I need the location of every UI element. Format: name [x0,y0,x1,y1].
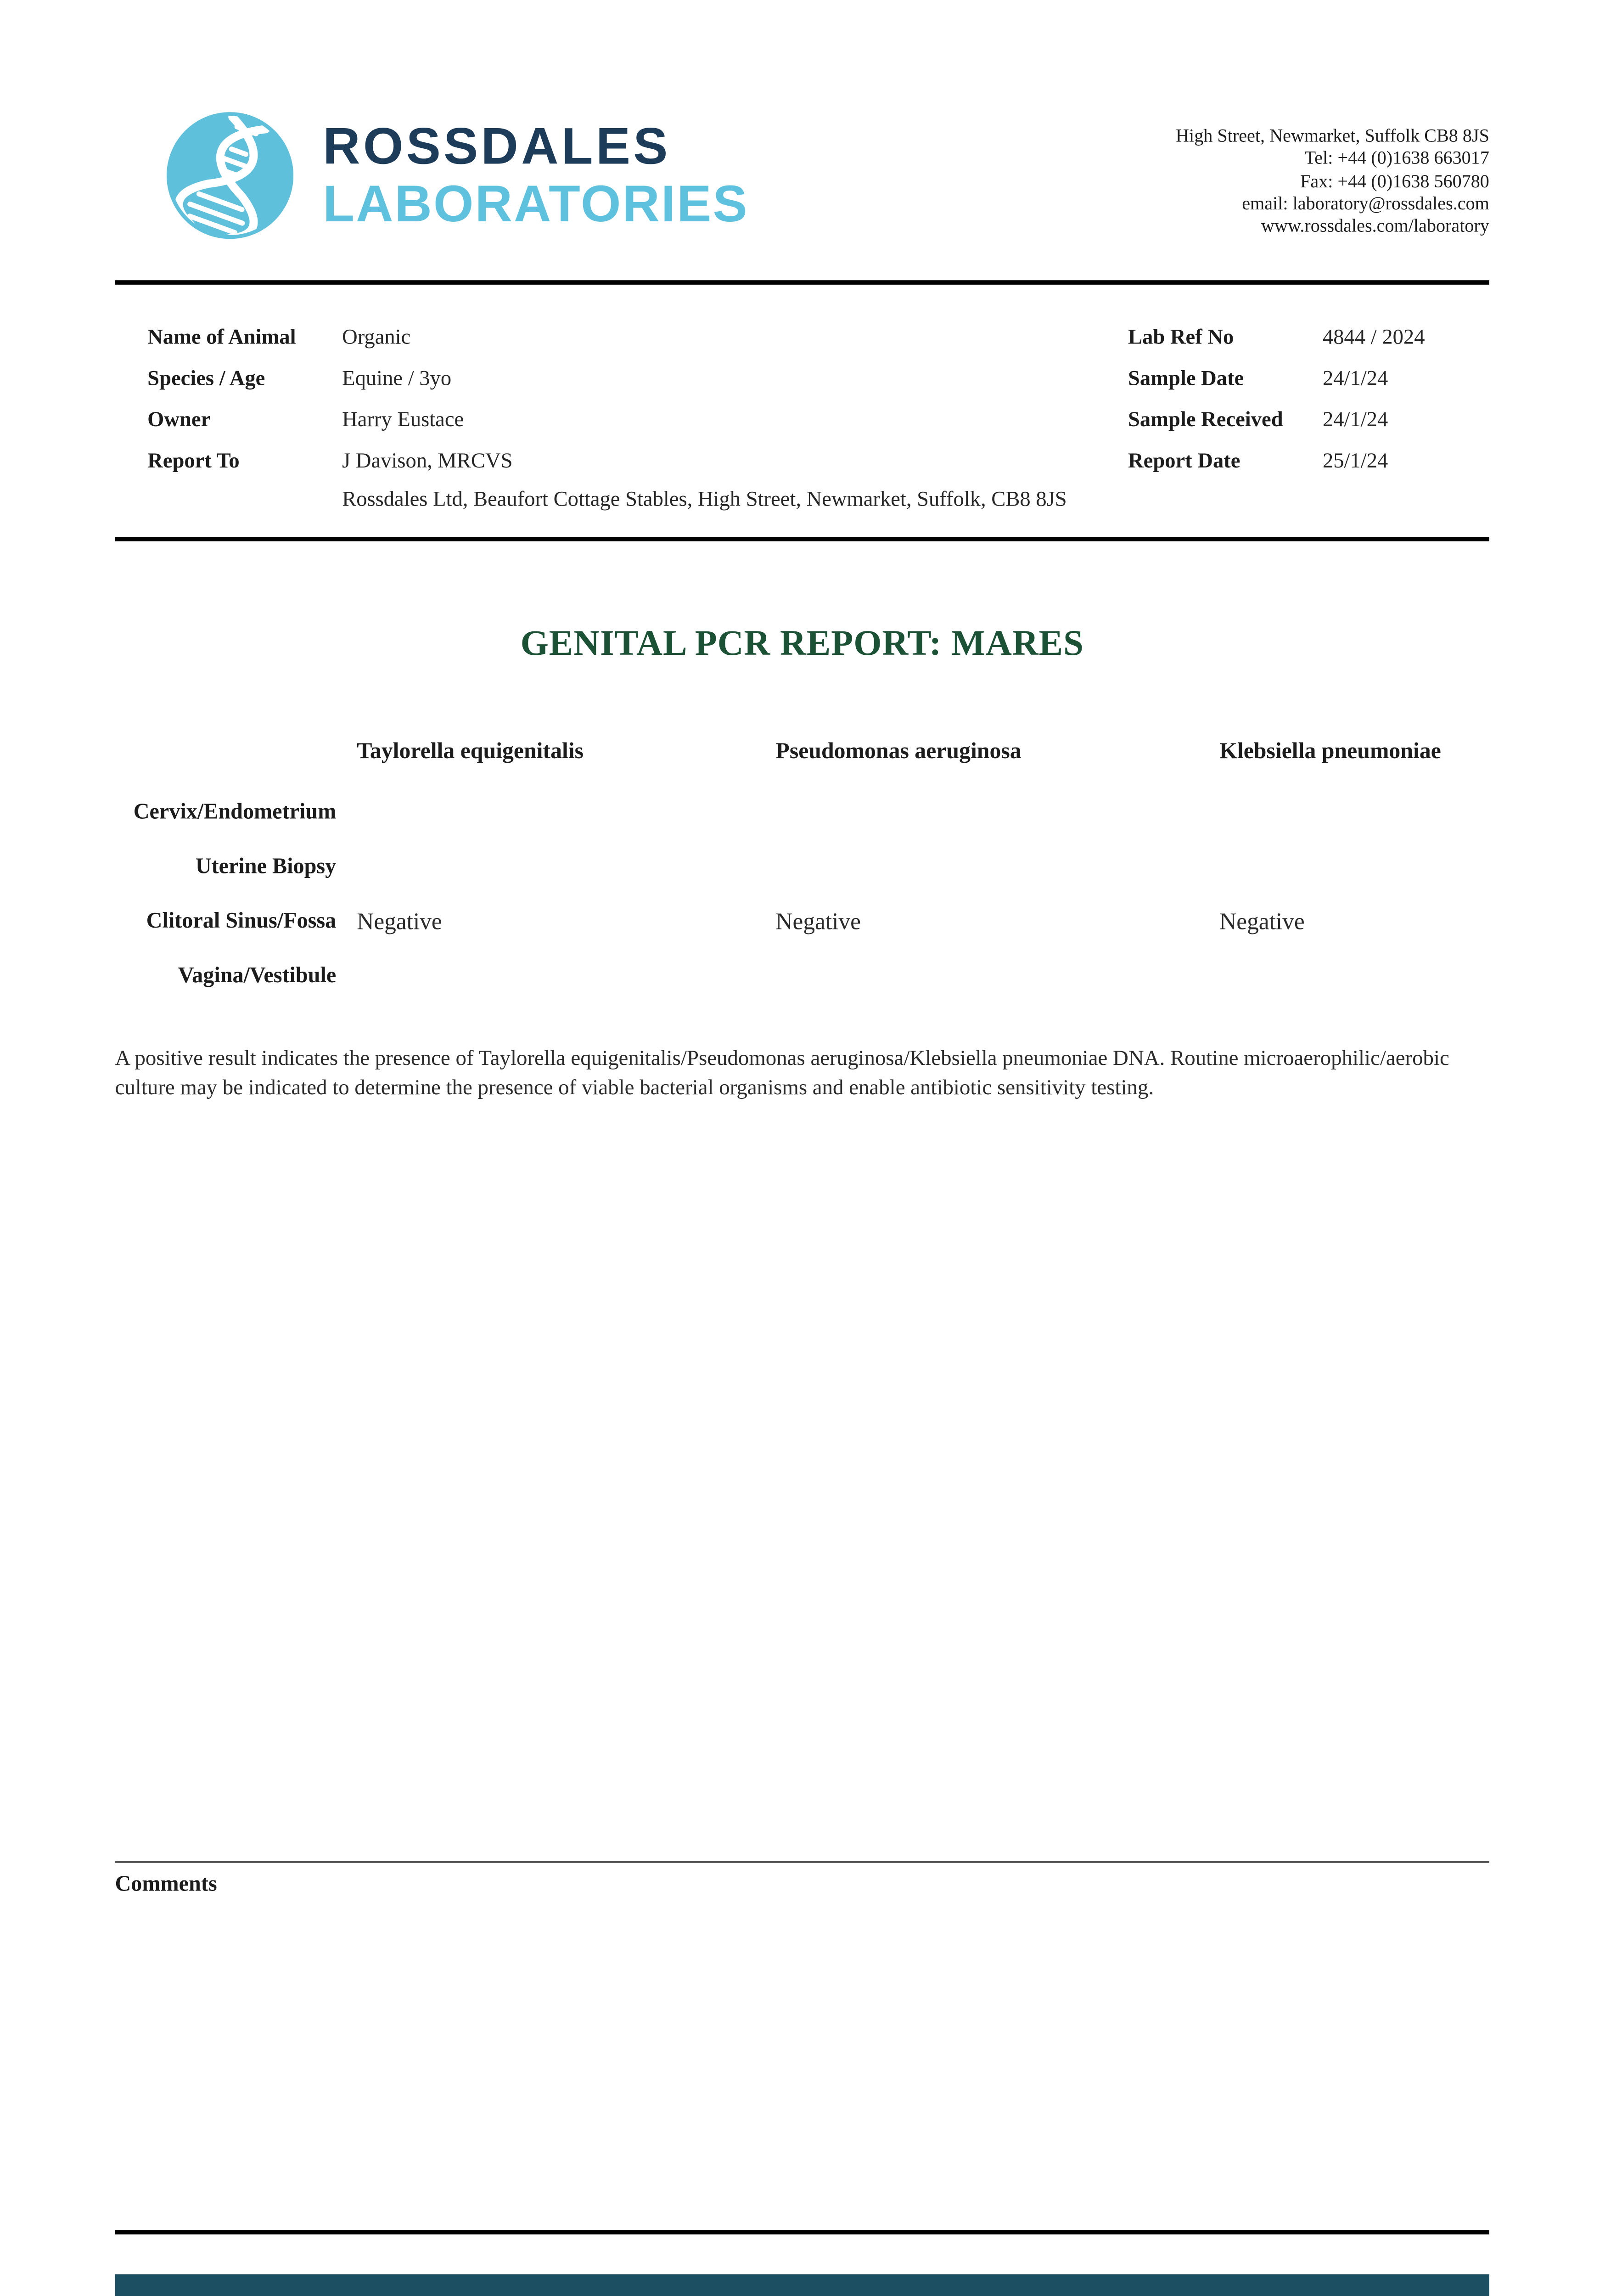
address-line: High Street, Newmarket, Suffolk CB8 8JS [1176,125,1489,146]
result-value: Negative [357,910,442,935]
result-cell-empty [1219,841,1489,895]
case-info-left [147,317,1128,519]
info-row [147,482,1128,519]
column-header: Pseudomonas aeruginosa [775,739,1021,764]
info-row [1128,317,1489,359]
address-line: Tel: +44 (0)1638 663017 [1304,148,1489,169]
footer-divider [115,2230,1489,2234]
header-divider [115,280,1489,285]
info-label: Name of Animal [147,326,296,350]
lab-address [1176,112,1489,238]
info-value: 24/1/24 [1322,367,1388,391]
info-label-empty [147,482,342,519]
comments-section [115,1861,1489,1898]
brand-name [323,118,749,233]
info-label: Species / Age [147,367,265,391]
result-cell-empty [357,841,775,895]
info-row [147,400,1128,441]
info-value: 25/1/24 [1322,450,1388,473]
row-label: Clitoral Sinus/Fossa [146,910,337,934]
info-value: 24/1/24 [1322,408,1388,433]
report-header [0,0,1622,239]
info-row [147,441,1128,482]
results-table [118,733,1489,1004]
brand [167,112,749,239]
result-cell-empty [775,950,1219,1004]
info-row [147,358,1128,400]
info-divider [115,537,1489,541]
result-cell-empty [357,786,775,841]
report-title: GENITAL PCR REPORT: MARES [520,624,1084,664]
row-label: Vagina/Vestibule [178,964,337,988]
info-label: Sample Received [1128,408,1283,433]
brand-line1: ROSSDALES [323,118,671,176]
result-cell-empty [1219,950,1489,1004]
case-info-right [1128,317,1489,519]
info-value: 4844 / 2024 [1322,326,1425,350]
result-cell-empty [1219,786,1489,841]
row-label: Uterine Biopsy [195,855,337,879]
result-note: A positive result indicates the presence of Taylorella equigenitalis/Pseudomonas aeruginosa/Klebsiella pneumoniae DNA. Routine microaerophilic/aerobic culture may be indicated to determine the presence of viable bacterial organisms and enable antibiotic sensitivity testing. [115,1047,1449,1100]
info-value: Organic [342,326,411,350]
address-line: email: laboratory@rossdales.com [1242,193,1489,214]
result-cell-empty [775,786,1219,841]
row-label: Cervix/Endometrium [133,801,337,825]
info-value: Harry Eustace [342,408,464,433]
report-to-address: Rossdales Ltd, Beaufort Cottage Stables, High Street, Newmarket, Suffolk, CB8 8JS [342,488,1067,512]
info-row [1128,358,1489,400]
footer-bar [115,2274,1489,2296]
table-corner [118,733,357,786]
brand-line2: LABORATORIES [323,175,749,233]
info-row [147,317,1128,359]
address-line: www.rossdales.com/laboratory [1261,215,1489,236]
dna-logo-icon [167,112,293,239]
column-header: Taylorella equigenitalis [357,739,584,764]
info-row [1128,441,1489,482]
result-cell-empty [775,841,1219,895]
result-value: Negative [775,910,861,935]
info-label: Report Date [1128,450,1240,473]
info-label: Lab Ref No [1128,326,1234,350]
result-value: Negative [1219,910,1305,935]
address-line: Fax: +44 (0)1638 560780 [1300,170,1489,191]
comments-label: Comments [115,1873,217,1897]
info-value: J Davison, MRCVS [342,450,513,473]
info-label: Report To [147,450,240,473]
info-row [1128,400,1489,441]
info-label: Sample Date [1128,367,1244,391]
info-label: Owner [147,408,211,433]
column-header: Klebsiella pneumoniae [1219,739,1441,764]
result-cell-empty [357,950,775,1004]
case-info [0,285,1622,519]
info-value: Equine / 3yo [342,367,452,391]
